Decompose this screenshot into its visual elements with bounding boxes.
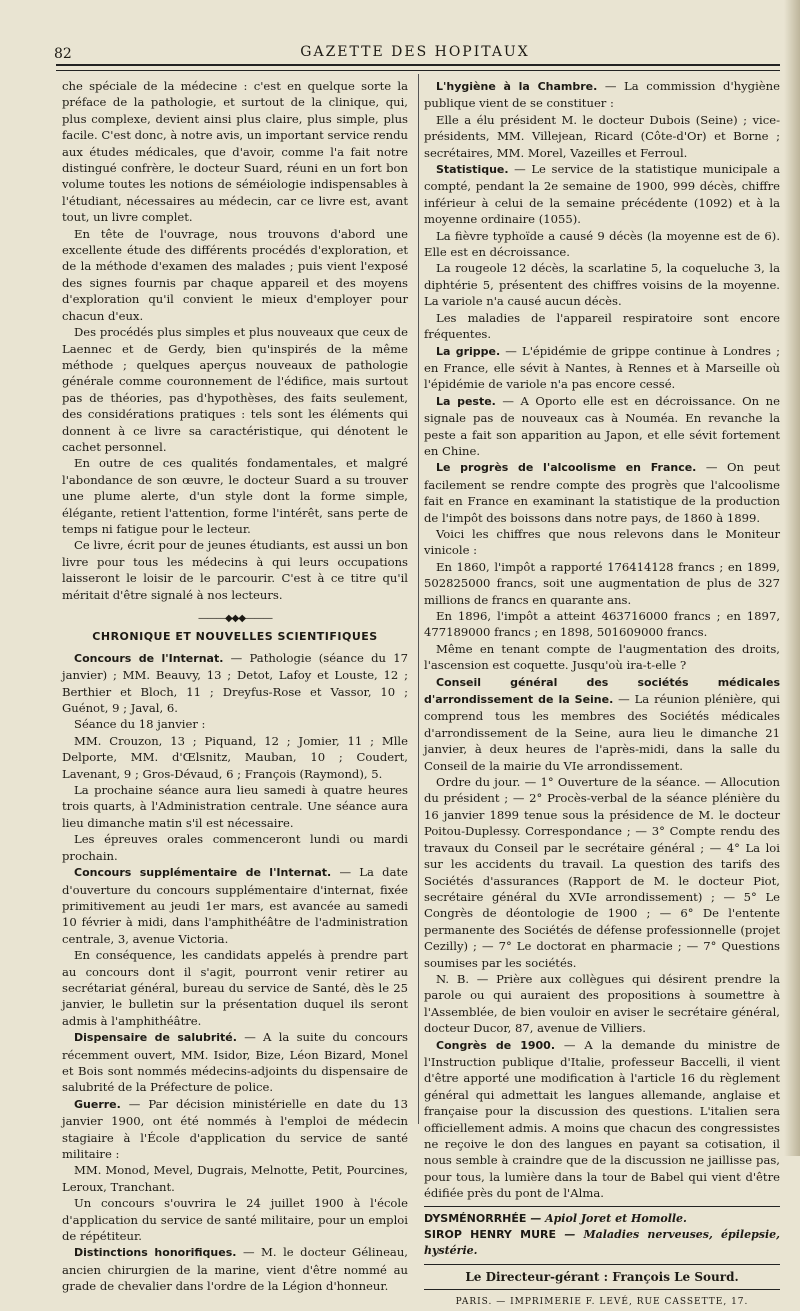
paragraph: Des procédés plus simples et plus nouveaux que ceux de Laennec et de Gerdy, bien qu'inspirés de la même méthode ; quelques aperçus nouveaux de pathologie générale comme couronnement de l'édifice, mais surtout pas de théories, pas d'hypothèses, des faits seulement, des considérations pratiques : tels sont les éléments qui donnent à ce livre sa caractéristique, qui dénotent le cachet personnel.: [62, 325, 408, 454]
item-heading: Le progrès de l'alcoolisme en France.: [436, 461, 697, 475]
advertisement: SIROP HENRY MURE — Maladies nerveuses, épilepsie, hystérie.: [424, 1228, 780, 1258]
ornament-divider: ———◆◆◆———: [197, 613, 273, 624]
item-heading: Concours supplémentaire de l'Internat.: [74, 866, 332, 880]
printer-imprint: PARIS. — IMPRIMERIE F. LEVÉ, RUE CASSETTE, 17.: [455, 1297, 749, 1308]
news-item: Dispensaire de salubrité. — A la suite du concours récemment ouvert, MM. Isidor, Bize, Léon Bizard, Monel et Bois sont nommés médecins-adjoints du dispensaire de salubrité de la Préfecture de police.: [62, 1030, 408, 1095]
news-item: Distinctions honorifiques. — M. le docteur Gélineau, ancien chirurgien de la marine, vient d'être nommé au grade de chevalier dans l'ordre de la Légion d'honneur.: [62, 1245, 408, 1294]
paragraph: Même en tenant compte de l'augmentation des droits, l'ascension est coquette. Jusqu'où ira-t-elle ?: [424, 641, 780, 673]
paragraph: La rougeole 12 décès, la scarlatine 5, la coqueluche 3, la diphtérie 5, présentent des chiffres voisins de la moyenne. La variole n'a causé aucun décès.: [424, 261, 780, 309]
section-heading: CHRONIQUE ET NOUVELLES SCIENTIFIQUES: [92, 630, 378, 644]
item-heading: La peste.: [436, 394, 496, 408]
paragraph: Voici les chiffres que nous relevons dans le Moniteur vinicole :: [424, 526, 780, 558]
paragraph: Les épreuves orales commenceront lundi ou mardi prochain.: [62, 832, 408, 863]
paragraph: En 1896, l'impôt a atteint 463716000 francs ; en 1897, 477189000 francs ; en 1898, 501609000 francs.: [424, 609, 780, 640]
divider: [424, 1289, 780, 1290]
divider: [424, 1206, 780, 1207]
item-heading: Conseil général des sociétés médicales d'arrondissement de la Seine.: [424, 675, 780, 707]
news-item: Guerre. — Par décision ministérielle en date du 13 janvier 1900, ont été nommés à l'emploi de médecin stagiaire à l'École d'application du service de santé militaire :: [62, 1096, 408, 1161]
news-item: L'hygiène à la Chambre. — La commission d'hygiène publique vient de se constituer :: [424, 79, 780, 111]
header-rule: [56, 64, 780, 66]
director-line: Le Directeur-gérant : François Le Sourd.: [465, 1269, 739, 1284]
item-heading: Congrès de 1900.: [436, 1038, 556, 1052]
page-edge-shadow: [784, 0, 800, 1156]
header-rule-thin: [56, 70, 780, 71]
paragraph: Les maladies de l'appareil respiratoire sont encore fréquentes.: [424, 310, 780, 342]
item-heading: Distinctions honorifiques.: [74, 1246, 237, 1260]
page-header: [50, 42, 780, 64]
paragraph: En 1860, l'impôt a rapporté 176414128 francs ; en 1899, 502825000 francs, soit une augmentation de plus de 327 millions de francs en quarante ans.: [424, 559, 780, 607]
advertisement: DYSMÉNORRHÉE — Apiol Joret et Homolle.: [424, 1211, 687, 1225]
journal-title: GAZETTE DES HOPITAUX: [300, 44, 530, 60]
news-item: La peste. — A Oporto elle est en décroissance. On ne signale pas de nouveaux cas à Nouméa. En revanche la peste a fait son apparition au Japon, et elle sévit fortement en Chine.: [424, 393, 780, 458]
item-heading: La grippe.: [436, 344, 501, 358]
news-item: La grippe. — L'épidémie de grippe continue à Londres ; en France, elle sévit à Nantes, à Rennes et à Marseille où l'épidémie de variole n'a pas encore cessé.: [424, 343, 780, 392]
paragraph: En conséquence, les candidats appelés à prendre part au concours dont il s'agit, pourront venir retirer au secrétariat général, bureau du service de Santé, dès le 25 janvier, le bulletin sur la présentation duquel ils seront admis à l'amphithéâtre.: [62, 948, 408, 1028]
paragraph: che spéciale de la médecine : c'est en quelque sorte la préface de la pathologie, et surtout de la clinique, qui, plus complexe, devient ainsi plus claire, plus simple, plus facile. C'est donc, à notre avis, un important service rendu aux études médicales, que d'avoir, comme l'a fait notre distingué confrère, le docteur Suard, réuni en un fort bon volume toutes les notions de séméiologie indispensables à l'étudiant, nécessaires au médecin, car ce livre est, avant tout, un livre complet.: [62, 79, 408, 225]
news-item: Concours de l'Internat. — Pathologie (séance du 17 janvier) ; MM. Beauvy, 13 ; Detot, Lafoy et Louste, 12 ; Berthier et Bloch, 11 ; Dreyfus-Rose et Vassor, 10 ; Guénot, 9 ; Javal, 6.: [62, 650, 408, 716]
item-heading: Dispensaire de salubrité.: [74, 1031, 237, 1045]
item-heading: Guerre.: [74, 1097, 121, 1111]
ad-name: DYSMÉNORRHÉE: [424, 1211, 527, 1225]
right-column: [424, 78, 780, 1311]
divider: [424, 1264, 780, 1265]
paragraph: N. B. — Prière aux collègues qui désirent prendre la parole ou qui auraient des propositions à soumettre à l'Assemblée, de bien vouloir en aviser le secrétaire général, docteur Ducor, 87, avenue de Villiers.: [424, 971, 780, 1036]
news-item: Congrès de 1900. — A la demande du ministre de l'Instruction publique d'Italie, professeur Baccelli, il vient d'être apporté une modification à l'article 16 du règlement général qui admettait les langues allemande, anglaise et française pour la discussion des questions. L'italien sera officiellement admis. A moins que chacun des congressistes ne reçoive le don des langues en payant sa cotisation, il nous semble à craindre que de la discussion ne jaillisse pas, pour tous, la lumière dans la tour de Babel qui vient d'être édifiée près du pont de l'Alma.: [424, 1037, 780, 1201]
news-item: Le progrès de l'alcoolisme en France. — On peut facilement se rendre compte des progrès que l'alcoolisme fait en France en examinant la statistique de la production de l'impôt des boissons dans notre pays, de 1860 à 1899.: [424, 460, 780, 525]
paragraph: En tête de l'ouvrage, nous trouvons d'abord une excellente étude des différents procédés d'exploration, et de la méthode d'examen des malades ; puis vient l'exposé des signes fournis par chaque appareil et des moyens d'exploration qu'il convient le mieux d'employer pour chacun d'eux.: [62, 226, 408, 323]
item-heading: Statistique.: [436, 163, 509, 177]
ad-name: SIROP HENRY MURE: [424, 1228, 557, 1242]
paragraph: Elle a élu président M. le docteur Dubois (Seine) ; vice-présidents, MM. Villejean, Ricard (Côte-d'Or) et Borne ; secrétaires, MM. Morel, Vazeilles et Ferroul.: [424, 112, 780, 160]
page-number: 82: [54, 46, 72, 62]
item-heading: Concours de l'Internat.: [74, 651, 224, 665]
column-divider: [418, 74, 419, 1124]
paragraph: En outre de ces qualités fondamentales, et malgré l'abondance de son œuvre, le docteur Suard a su trouver une plume alerte, d'un style dont la forme simple, élégante, retient l'attention, forme l'intérêt, sans perte de temps ni fatigue pour le lecteur.: [62, 456, 408, 536]
paragraph: Ordre du jour. — 1° Ouverture de la séance. — Allocution du président ; — 2° Procès-verbal de la séance plénière du 16 janvier 1899 tenue sous la présidence de M. le docteur Poitou-Duplessy. Correspondance ; — 3° Compte rendu des travaux du Conseil par le secrétaire général ; — 4° La loi sur les accidents du travail. La question des tarifs des Sociétés d'assurances (Rapport de M. le docteur Piot, secrétaire général du XVIe arrondissement) ; — 5° Le Congrès de déontologie de 1900 ; — 6° De l'entente permanente des Sociétés de défense professionnelle (projet Cezilly) ; — 7° Le doctorat en pharmacie ; — 7° Questions soumises par les sociétés.: [424, 775, 780, 970]
paragraph: La prochaine séance aura lieu samedi à quatre heures trois quarts, à l'Administration centrale. Une séance aura lieu dimanche matin s'il est nécessaire.: [62, 783, 408, 830]
news-item: Concours supplémentaire de l'Internat. — La date d'ouverture du concours supplémentaire d'internat, fixée primitivement au jeudi 1er mars, est avancée au samedi 10 février à midi, dans l'amphithéâtre de l'administration centrale, 3, avenue Victoria.: [62, 865, 408, 946]
left-column: [62, 78, 408, 1295]
paragraph: Séance du 18 janvier :: [74, 717, 206, 732]
paragraph: Ce livre, écrit pour de jeunes étudiants, est aussi un bon livre pour tous les médecins à qui leurs occupations laisseront le loisir de le parcourir. C'est à ce titre qu'il méritait d'être signalé à nos lecteurs.: [62, 538, 408, 602]
news-item: Statistique. — Le service de la statistique municipale a compté, pendant la 2e semaine de 1900, 999 décès, chiffre inférieur à celui de la semaine précédente (1092) et à la moyenne ordinaire (1055).: [424, 162, 780, 227]
paragraph: MM. Crouzon, 13 ; Piquand, 12 ; Jomier, 11 ; Mlle Delporte, MM. d'Œlsnitz, Mauban, 10 ; Coudert, Lavenant, 9 ; Gros-Dévaud, 6 ; François (Raymond), 5.: [62, 733, 408, 781]
paragraph: Un concours s'ouvrira le 24 juillet 1900 à l'école d'application du service de santé militaire, pour un emploi de répétiteur.: [62, 1196, 408, 1244]
paragraph: La fièvre typhoïde a causé 9 décès (la moyenne est de 6). Elle est en décroissance.: [424, 228, 780, 260]
news-item: Conseil général des sociétés médicales d'arrondissement de la Seine. — La réunion plénière, qui comprend tous les membres des Sociétés médicales d'arrondissement de la Seine, aura lieu le dimanche 21 janvier, à deux heures de l'après-midi, dans la salle du Conseil de la mairie du VIe arrondissement.: [424, 675, 780, 773]
paragraph: MM. Monod, Mevel, Dugrais, Melnotte, Petit, Pourcines, Leroux, Tranchant.: [62, 1163, 408, 1194]
item-heading: L'hygiène à la Chambre.: [436, 80, 598, 93]
